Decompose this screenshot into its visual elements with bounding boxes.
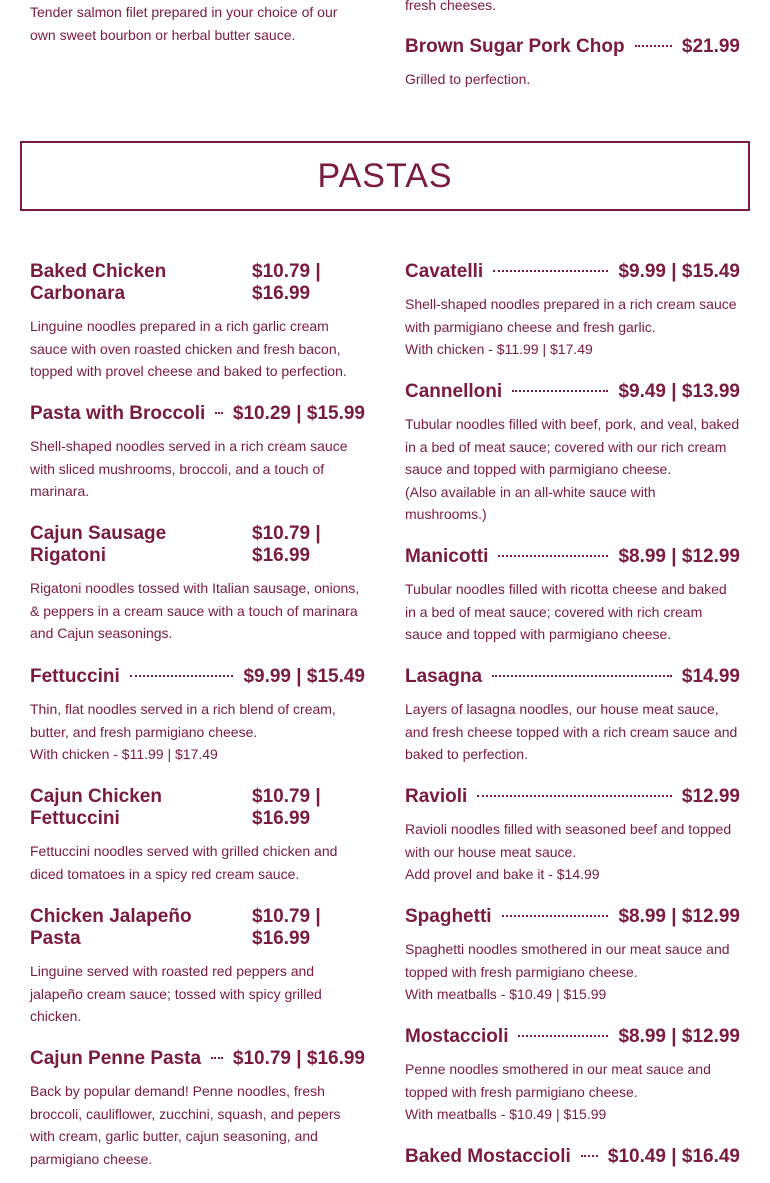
description-line: Back by popular demand! Penne noodles, fresh broccoli, cauliflower, zucchini, squash, and pepers with cream, garlic butter, cajun seasoning, and parmigiano cheese.: [30, 1083, 341, 1167]
menu-item-name: Spaghetti: [405, 906, 492, 927]
menu-item-header: [405, 1146, 740, 1168]
menu-item-header: [405, 546, 740, 568]
menu-item: [405, 1146, 740, 1168]
section-title: PASTAS: [317, 157, 453, 195]
description-line: Penne noodles smothered in our meat sauce and topped with fresh parmigiano cheese.: [405, 1061, 711, 1100]
menu-item-name: Cannelloni: [405, 381, 503, 402]
menu-item-pork-chop: [405, 36, 740, 91]
menu-item-name: Cajun Penne Pasta: [30, 1048, 202, 1069]
description-line: Shell-shaped noodles served in a rich cream sauce with sliced mushrooms, broccoli, and a touch of marinara.: [30, 438, 348, 499]
previous-item-description: fresh cheeses.: [405, 0, 497, 13]
menu-item-price: $10.29 | $15.99: [232, 403, 365, 424]
menu-item-header: [405, 1026, 740, 1048]
menu-item-header: [30, 523, 365, 567]
menu-item: [405, 666, 740, 766]
menu-item: [405, 786, 740, 886]
menu-item-price: $9.99 | $15.49: [243, 666, 365, 687]
menu-item-header: [30, 666, 365, 688]
menu-item-price: $10.79 | $16.99: [252, 906, 321, 949]
menu-item-name: Ravioli: [405, 786, 468, 807]
menu-item-name: Lasagna: [405, 666, 483, 687]
menu-item-price: $14.99: [681, 666, 740, 687]
menu-item-description: [30, 315, 365, 383]
description-line: With chicken - $11.99 | $17.49: [30, 746, 218, 762]
menu-item: [405, 546, 740, 646]
menu-item-description: [405, 413, 740, 526]
menu-item-price: $10.79 | $16.99: [252, 786, 321, 829]
menu-item: [30, 906, 365, 1028]
salmon-description: Tender salmon filet prepared in your choice of our own sweet bourbon or herbal butter sauce.: [30, 4, 338, 43]
menu-item-name: Fettuccini: [30, 666, 120, 687]
menu-item: [30, 261, 365, 383]
menu-item-price: $8.99 | $12.99: [618, 1026, 740, 1047]
description-line: Rigatoni noodles tossed with Italian sausage, onions, & peppers in a cream sauce with a touch of marinara and Cajun seasonings.: [30, 580, 360, 641]
description-line: With meatballs - $10.49 | $15.99: [405, 986, 607, 1002]
menu-item-name: Cajun Chicken Fettuccini: [30, 786, 162, 829]
dot-leader: [493, 261, 608, 272]
menu-item-description: [405, 1058, 740, 1126]
dot-leader: [215, 403, 223, 414]
menu-item-description: [405, 698, 740, 766]
menu-item: [405, 261, 740, 361]
dot-leader: [512, 381, 608, 392]
menu-item-name: Brown Sugar Pork Chop: [405, 36, 625, 57]
dot-leader: [492, 666, 672, 677]
description-line: Linguine served with roasted red peppers and jalapeño cream sauce; tossed with spicy grilled chicken.: [30, 963, 322, 1024]
menu-item: [405, 906, 740, 1006]
dot-leader: [518, 1026, 608, 1037]
menu-item-header: [30, 786, 365, 830]
menu-item-name: Pasta with Broccoli: [30, 403, 206, 424]
menu-item-name: Cavatelli: [405, 261, 484, 282]
description-line: Shell-shaped noodles prepared in a rich cream sauce with parmigiano cheese and fresh garlic.: [405, 296, 737, 335]
menu-item-price: $8.99 | $12.99: [618, 546, 740, 567]
description-line: Spaghetti noodles smothered in our meat sauce and topped with fresh parmigiano cheese.: [405, 941, 730, 980]
menu-item: [405, 1026, 740, 1126]
dot-leader: [211, 1048, 223, 1059]
description-line: Ravioli noodles filled with seasoned beef and topped with our house meat sauce.: [405, 821, 732, 860]
menu-item-price: $10.79 | $16.99: [252, 261, 321, 304]
menu-item-description: [405, 578, 740, 646]
menu-item-description: [30, 698, 365, 766]
menu-item-header: [30, 906, 365, 950]
menu-item-price: $10.49 | $16.49: [607, 1146, 740, 1167]
previous-item-tail: [405, 0, 740, 17]
menu-item-header: [405, 36, 740, 58]
menu-item-price: $9.49 | $13.99: [618, 381, 740, 402]
dot-leader: [635, 36, 672, 47]
dot-leader: [130, 666, 234, 677]
menu-item-price: $10.79 | $16.99: [252, 523, 321, 566]
menu-item-header: [30, 1048, 365, 1070]
description-line: Thin, flat noodles served in a rich blend of cream, butter, and fresh parmigiano cheese.: [30, 701, 336, 740]
description-line: (Also available in an all-white sauce with mushrooms.): [405, 483, 656, 522]
menu-item-name: Baked Mostaccioli: [405, 1146, 571, 1167]
description-line: Tubular noodles filled with ricotta cheese and baked in a bed of meat sauce; covered with rich cream sauce and topped with parmigiano cheese.: [405, 581, 727, 642]
menu-item-name: Manicotti: [405, 546, 489, 567]
menu-item-header: [30, 403, 365, 425]
section-banner: [20, 141, 750, 211]
menu-item-name: Mostaccioli: [405, 1026, 509, 1047]
description-line: Layers of lasagna noodles, our house meat sauce, and fresh cheese topped with a rich cream sauce and baked to perfection.: [405, 701, 738, 762]
description-line: Linguine noodles prepared in a rich garlic cream sauce with oven roasted chicken and fresh bacon, topped with provel cheese and baked to perfection.: [30, 318, 347, 379]
menu-item: [30, 403, 365, 503]
menu-item-description: [405, 818, 740, 886]
menu-item-name: Chicken Jalapeño Pasta: [30, 906, 192, 949]
menu-item-name: Baked Chicken Carbonara: [30, 261, 167, 304]
salmon-item-tail: [30, 1, 365, 46]
menu-item-description: [405, 938, 740, 1006]
menu-item-description: [30, 960, 365, 1028]
description-line: With meatballs - $10.49 | $15.99: [405, 1106, 607, 1122]
menu-item-price: $9.99 | $15.49: [618, 261, 740, 282]
menu-item: [405, 381, 740, 526]
menu-item-header: [405, 261, 740, 283]
menu-item-description: [405, 293, 740, 361]
menu-item-header: [405, 381, 740, 403]
menu-item-name: Cajun Sausage Rigatoni: [30, 523, 167, 566]
menu-item-header: [30, 261, 365, 305]
menu-item-description: [30, 577, 365, 645]
description-line: Tubular noodles filled with beef, pork, and veal, baked in a bed of meat sauce; covered with our rich cream sauce and topped with parmigiano cheese.: [405, 416, 740, 477]
menu-item-header: [405, 786, 740, 808]
menu-item-description: [30, 435, 365, 503]
menu-item-price: $8.99 | $12.99: [618, 906, 740, 927]
description-line: With chicken - $11.99 | $17.49: [405, 341, 593, 357]
menu-item: [30, 786, 365, 885]
dot-leader: [498, 546, 608, 557]
menu-item-price: $10.79 | $16.99: [232, 1048, 365, 1069]
menu-item-price: $12.99: [681, 786, 740, 807]
description-line: Fettuccini noodles served with grilled chicken and diced tomatoes in a spicy red cream sauce.: [30, 843, 338, 882]
menu-item-header: [405, 666, 740, 688]
dot-leader: [477, 786, 672, 797]
menu-item-description: Grilled to perfection.: [405, 71, 531, 87]
description-line: Add provel and bake it - $14.99: [405, 866, 600, 882]
menu-item-header: [405, 906, 740, 928]
menu-item: [30, 666, 365, 766]
menu-item: [30, 1048, 365, 1170]
dot-leader: [502, 906, 609, 917]
menu-item-description: [30, 840, 365, 885]
dot-leader: [581, 1146, 598, 1157]
menu-item-price: $21.99: [681, 36, 740, 57]
menu-item: [30, 523, 365, 645]
menu-item-description: [30, 1080, 365, 1170]
